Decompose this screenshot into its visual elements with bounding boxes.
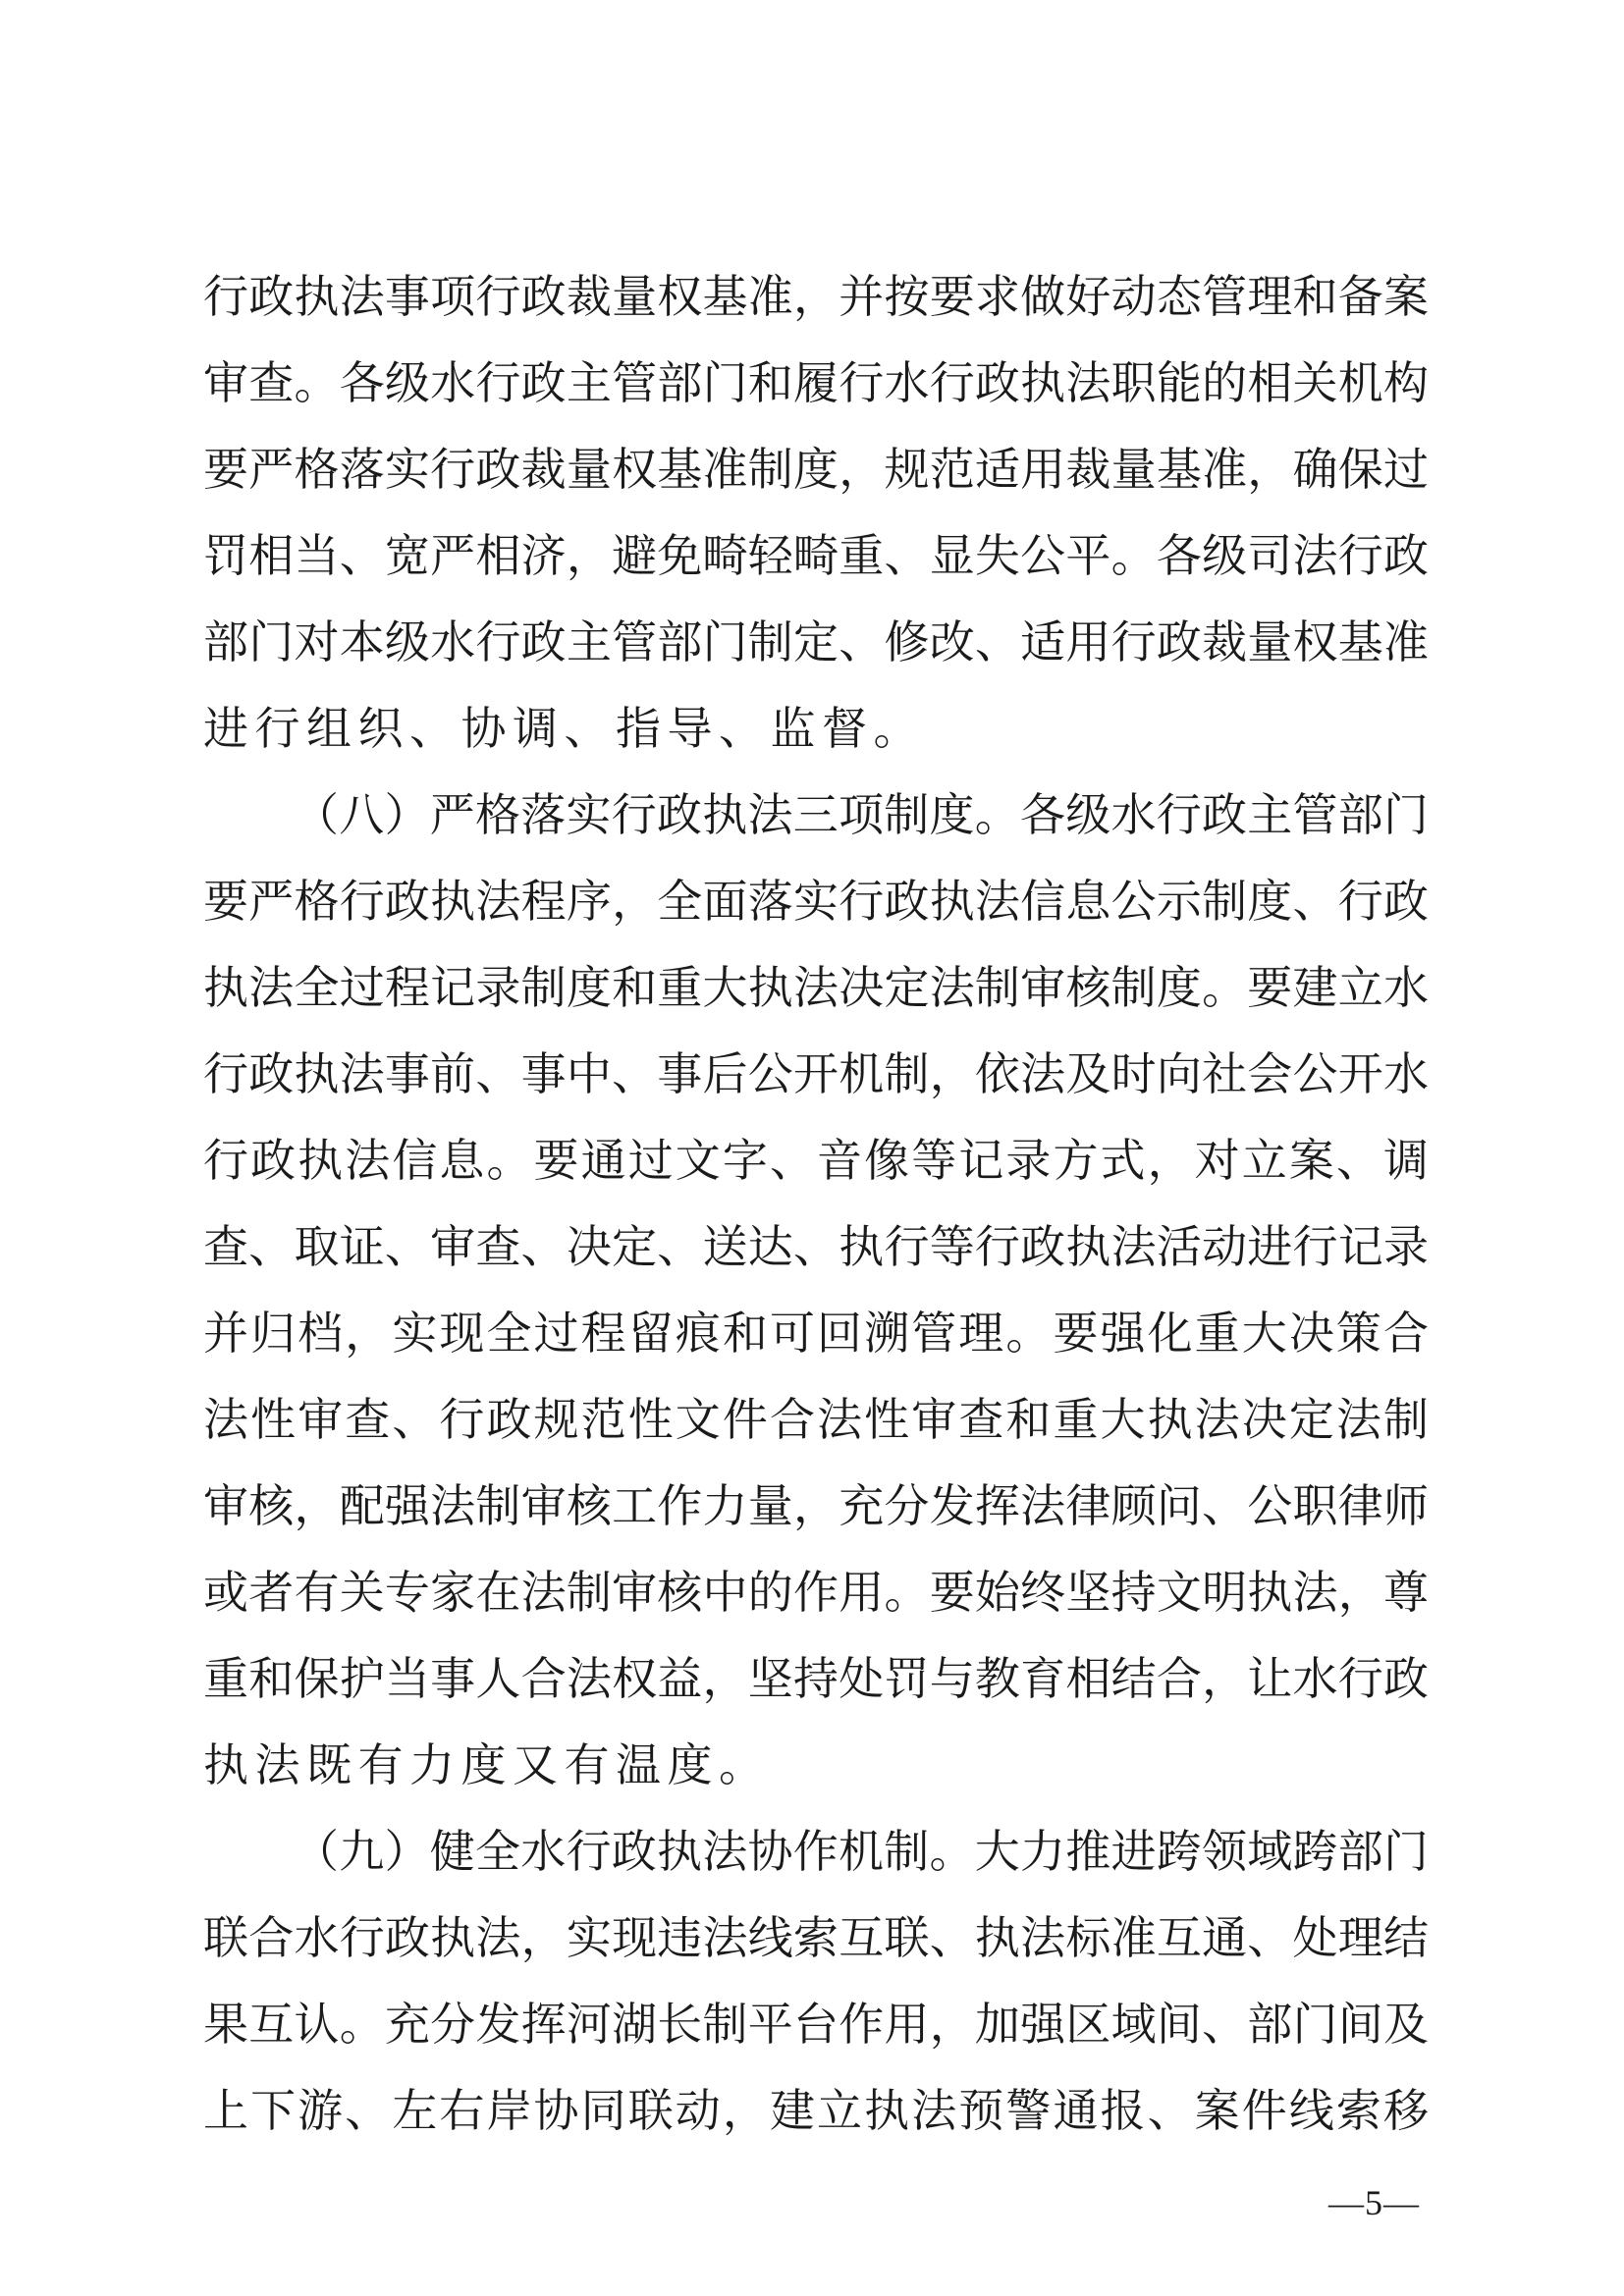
text-line: 执法既有力度又有温度。 [203,1738,771,1791]
text-line: 或者有关专家在法制审核中的作用。要始终坚持文明执法，尊 [203,1566,1429,1619]
text-line: 行政执法事项行政裁量权基准，并按要求做好动态管理和备案 [203,270,1429,323]
text-line: 联合水行政执法，实现违法线索互联、执法标准互通、处理结 [203,1911,1429,1964]
text-line: 审核，配强法制审核工作力量，充分发挥法律顾问、公职律师 [203,1479,1429,1532]
text-line: 上下游、左右岸协同联动，建立执法预警通报、案件线索移 [203,2084,1429,2137]
text-line: 罚相当、宽严相济，避免畸轻畸重、显失公平。各级司法行政 [203,529,1429,582]
text-line: 并归档，实现全过程留痕和可回溯管理。要强化重大决策合 [203,1307,1429,1360]
text-line: 重和保护当事人合法权益，坚持处罚与教育相结合，让水行政 [203,1652,1429,1705]
text-line: 果互认。充分发挥河湖长制平台作用，加强区域间、部门间及 [203,1998,1429,2051]
text-line: 行政执法事前、事中、事后公开机制，依法及时向社会公开水 [203,1047,1429,1100]
page-number: —5— [1328,2183,1420,2222]
text-line: 要严格落实行政裁量权基准制度，规范适用裁量基准，确保过 [203,443,1429,496]
text-line: 法性审查、行政规范性文件合法性审查和重大执法决定法制 [203,1393,1429,1446]
section-heading-line: （八）严格落实行政执法三项制度。各级水行政主管部门 [294,788,1429,841]
text-line: 行政执法信息。要通过文字、音像等记录方式，对立案、调 [203,1134,1429,1187]
text-line: 要严格行政执法程序，全面落实行政执法信息公示制度、行政 [203,875,1429,928]
text-line: 审查。各级水行政主管部门和履行水行政执法职能的相关机构 [203,356,1429,409]
text-line: 查、取证、审查、决定、送达、执行等行政执法活动进行记录 [203,1220,1429,1273]
body-text [203,253,1429,2154]
section-heading-line: （九）健全水行政执法协作机制。大力推进跨领域跨部门 [294,1825,1429,1878]
text-line: 进行组织、协调、指导、监督。 [203,702,925,755]
text-line: 执法全过程记录制度和重大执法决定法制审核制度。要建立水 [203,961,1429,1014]
text-line: 部门对本级水行政主管部门制定、修改、适用行政裁量权基准 [203,615,1429,668]
